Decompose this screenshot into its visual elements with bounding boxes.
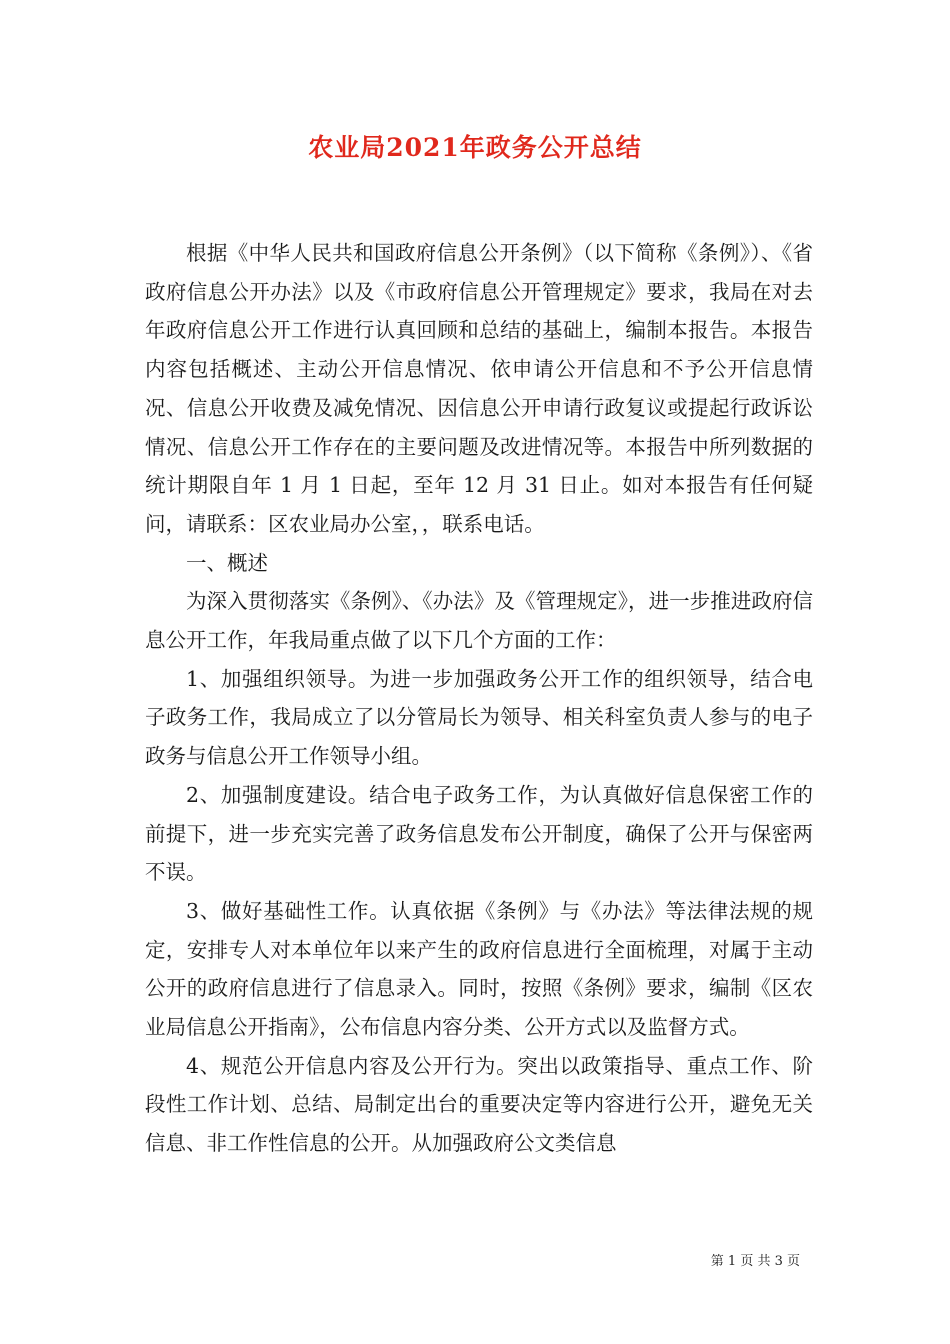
- paragraph-item-3: 3、做好基础性工作。认真依据《条例》与《办法》等法律法规的规定，安排专人对本单位年以来产生的政府信息进行全面梳理，对属于主动公开的政府信息进行了信息录入。同时，按照《条例》要求，编制《区农业局信息公开指南》，公布信息内容分类、公开方式以及监督方式。: [145, 898, 813, 1040]
- document-title: 农业局2021年政务公开总结: [308, 133, 642, 162]
- paragraph-item-4: 4、规范公开信息内容及公开行为。突出以政策指导、重点工作、阶段性工作计划、总结、局制定出台的重要决定等内容进行公开，避免无关信息、非工作性信息的公开。从加强政府公文类信息: [145, 1053, 813, 1156]
- paragraph-overview: 为深入贯彻落实《条例》、《办法》及《管理规定》，进一步推进政府信息公开工作，年我局重点做了以下几个方面的工作：: [145, 589, 813, 653]
- page-number-footer: 第 1 页 共 3 页: [710, 1254, 800, 1269]
- paragraph-intro: 根据《中华人民共和国政府信息公开条例》（以下简称《条例》）、《省政府信息公开办法》以及《市政府信息公开管理规定》要求，我局在对去年政府信息公开工作进行认真回顾和总结的基础上，编制本报告。本报告内容包括概述、主动公开信息情况、依申请公开信息和不予公开信息情况、信息公开收费及减免情况、因信息公开申请行政复议或提起行政诉讼情况、信息公开工作存在的主要问题及改进情况等。本报告中所列数据的统计期限自年 1 月 1 日起，至年 12 月 31 日止。如对本报告有任何疑问，请联系：区农业局办公室，，联系电话。: [145, 241, 813, 536]
- section-heading-overview: 一、概述: [186, 550, 268, 575]
- paragraph-item-2: 2、加强制度建设。结合电子政务工作，为认真做好信息保密工作的前提下，进一步充实完善了政务信息发布公开制度，确保了公开与保密两不误。: [145, 782, 813, 885]
- paragraph-item-1: 1、加强组织领导。为进一步加强政务公开工作的组织领导，结合电子政务工作，我局成立了以分管局长为领导、相关科室负责人参与的电子政务与信息公开工作领导小组。: [145, 666, 813, 769]
- document-body: [145, 234, 813, 1163]
